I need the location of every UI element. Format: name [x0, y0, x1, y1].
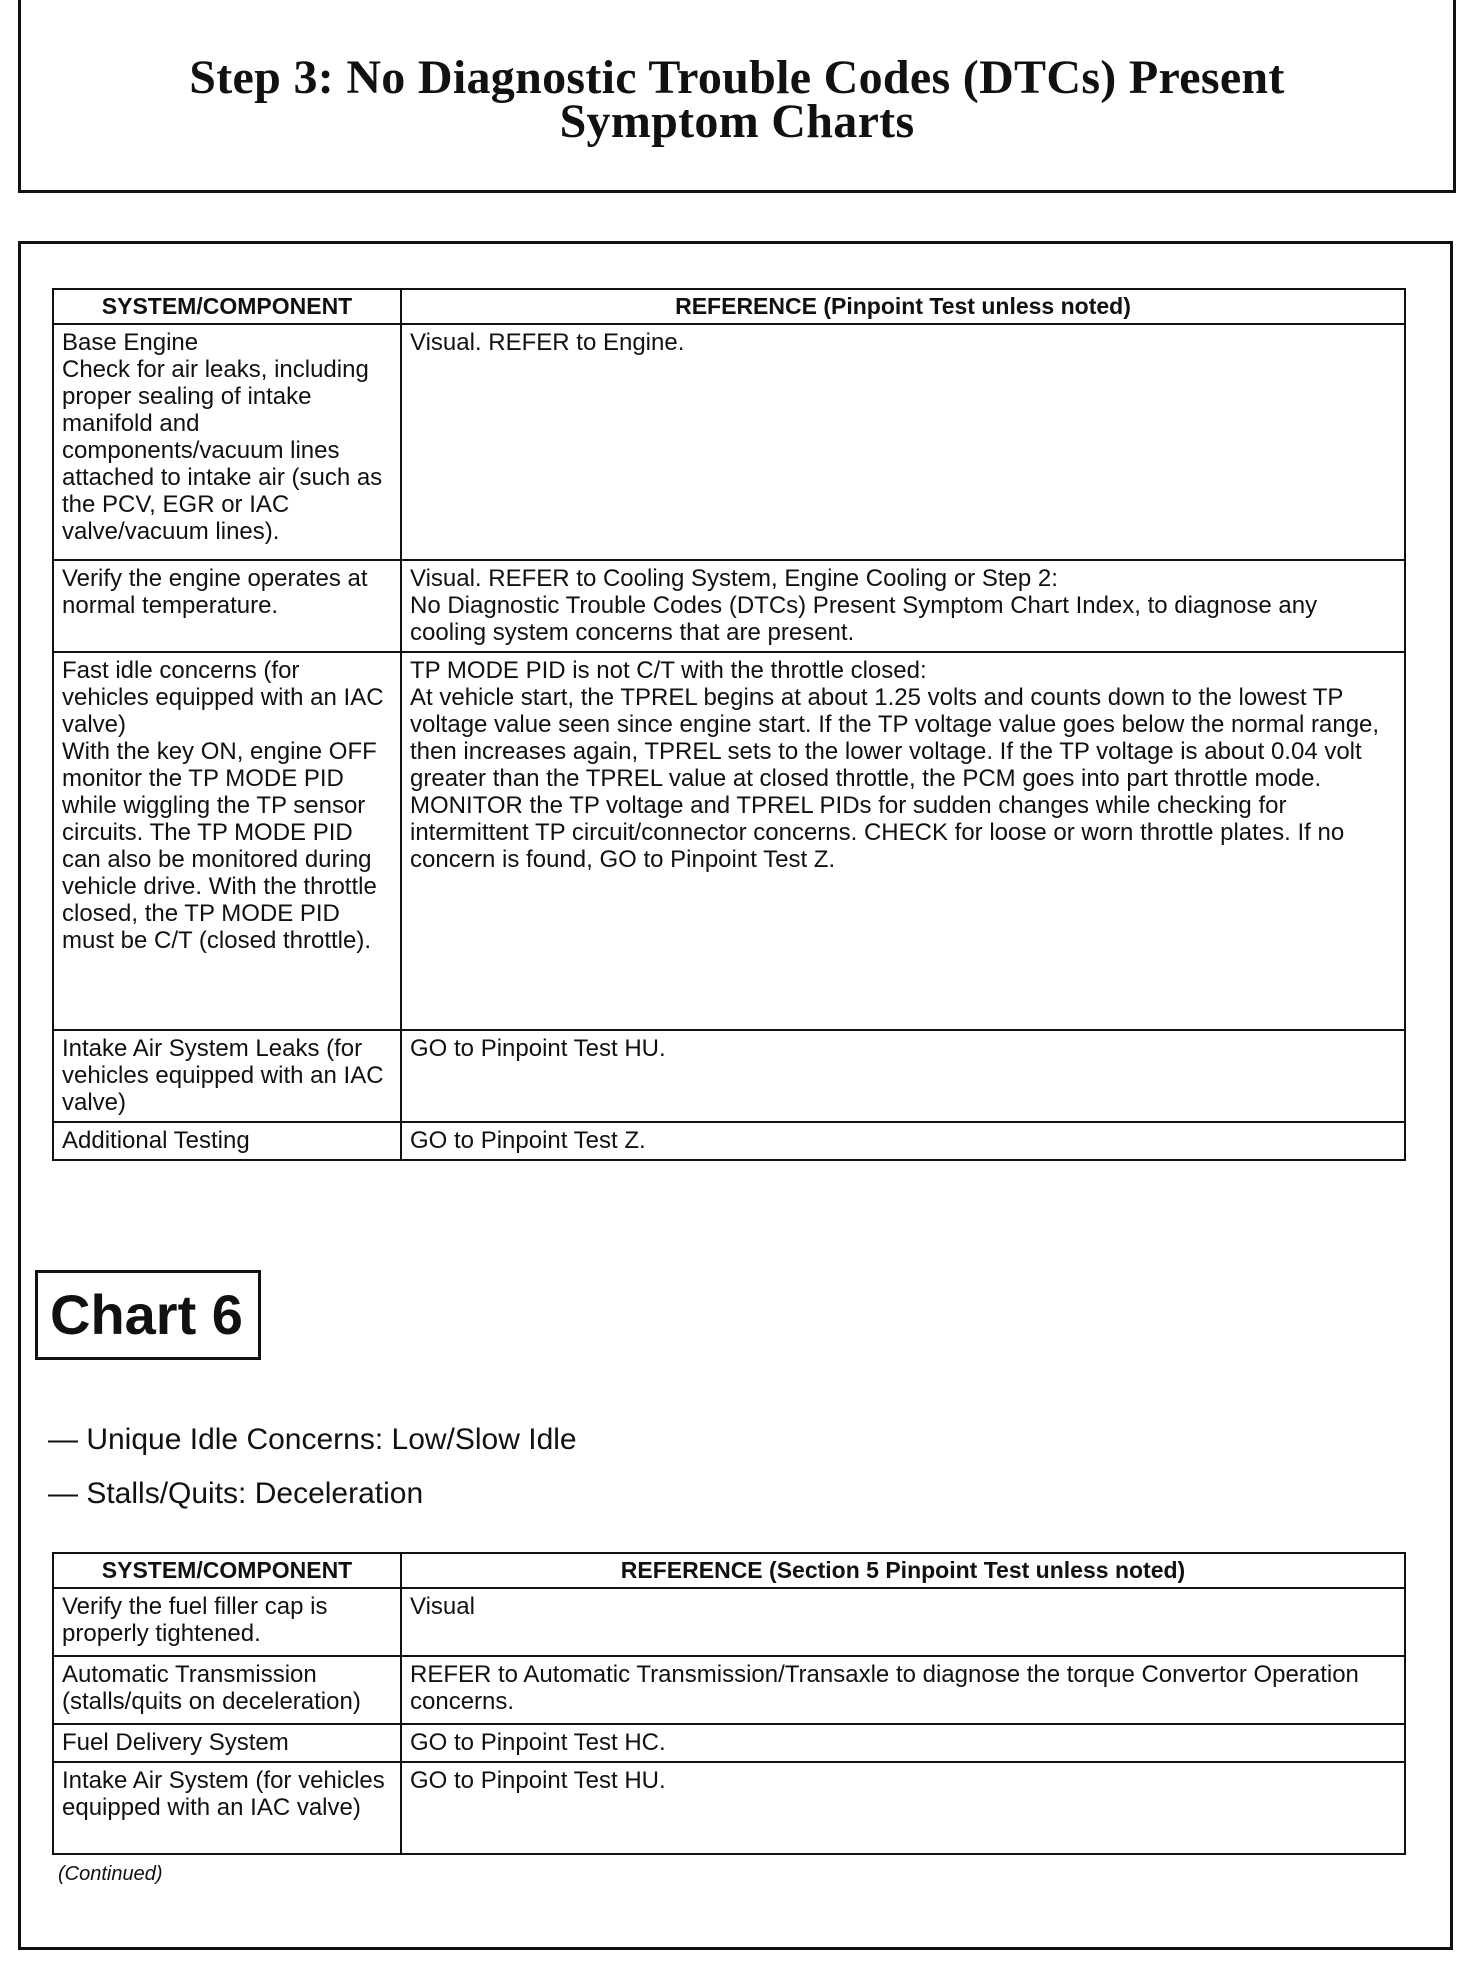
component-cell: Additional Testing	[53, 1122, 401, 1160]
reference-cell: GO to Pinpoint Test HC.	[401, 1724, 1405, 1762]
table-row	[53, 1762, 1405, 1854]
title-line-2: Symptom Charts	[559, 95, 915, 148]
table-row	[53, 652, 1405, 1030]
reference-cell: GO to Pinpoint Test Z.	[401, 1122, 1405, 1160]
bullet-item: — Stalls/Quits: Deceleration	[48, 1477, 424, 1510]
component-cell: Automatic Transmission (stalls/quits on deceleration)	[53, 1656, 401, 1724]
table-header-row	[53, 289, 1405, 324]
table-row	[53, 324, 1405, 560]
symptom-table-2	[52, 1552, 1406, 1855]
component-cell: Base Engine Check for air leaks, including proper sealing of intake manifold and components/vacuum lines attached to intake air (such as the PCV, EGR or IAC valve/vacuum lines).	[53, 324, 401, 560]
reference-cell: Visual	[401, 1588, 1405, 1656]
reference-cell: REFER to Automatic Transmission/Transaxle to diagnose the torque Convertor Operation concerns.	[401, 1656, 1405, 1724]
component-cell: Verify the engine operates at normal temperature.	[53, 560, 401, 652]
component-cell: Intake Air System (for vehicles equipped with an IAC valve)	[53, 1762, 401, 1854]
reference-cell: Visual. REFER to Engine.	[401, 324, 1405, 560]
component-cell: Intake Air System Leaks (for vehicles equipped with an IAC valve)	[53, 1030, 401, 1122]
bullet-item: — Unique Idle Concerns: Low/Slow Idle	[48, 1423, 577, 1456]
chart-label: Chart 6	[35, 1270, 261, 1360]
reference-cell: Visual. REFER to Cooling System, Engine Cooling or Step 2: No Diagnostic Trouble Codes (DTCs) Present Symptom Chart Index, to diagnose any cooling system concerns that are present.	[401, 560, 1405, 652]
symptom-table-1	[52, 288, 1406, 1161]
table-row	[53, 1030, 1405, 1122]
table-header-row	[53, 1553, 1405, 1588]
header-system-component: SYSTEM/COMPONENT	[53, 289, 401, 324]
component-cell: Fast idle concerns (for vehicles equipped with an IAC valve) With the key ON, engine OFF monitor the TP MODE PID while wiggling the TP sensor circuits. The TP MODE PID can also be monitored during vehicle drive. With the throttle closed, the TP MODE PID must be C/T (closed throttle).	[53, 652, 401, 1030]
header-reference: REFERENCE (Pinpoint Test unless noted)	[401, 289, 1405, 324]
component-cell: Fuel Delivery System	[53, 1724, 401, 1762]
reference-cell: GO to Pinpoint Test HU.	[401, 1030, 1405, 1122]
reference-cell: GO to Pinpoint Test HU.	[401, 1762, 1405, 1854]
title-box	[18, 0, 1456, 193]
table-row	[53, 1656, 1405, 1724]
header-system-component: SYSTEM/COMPONENT	[53, 1553, 401, 1588]
table-row	[53, 1122, 1405, 1160]
table-row	[53, 1588, 1405, 1656]
page-title	[21, 51, 1453, 148]
reference-cell: TP MODE PID is not C/T with the throttle closed: At vehicle start, the TPREL begins at about 1.25 volts and counts down to the lowest TP voltage value seen since engine start. If the TP voltage value goes below the normal range, then increases again, TPREL sets to the lower voltage. If the TP voltage is about 0.04 volt greater than the TPREL value at closed throttle, the PCM goes into part throttle mode. MONITOR the TP voltage and TPREL PIDs for sudden changes while checking for intermittent TP circuit/connector concerns. CHECK for loose or worn throttle plates. If no concern is found, GO to Pinpoint Test Z.	[401, 652, 1405, 1030]
header-reference: REFERENCE (Section 5 Pinpoint Test unless noted)	[401, 1553, 1405, 1588]
table-row	[53, 560, 1405, 652]
component-cell: Verify the fuel filler cap is properly tightened.	[53, 1588, 401, 1656]
continued-note: (Continued)	[58, 1863, 163, 1885]
title-line-1: Step 3: No Diagnostic Trouble Codes (DTCs) Present	[189, 51, 1285, 104]
table-row	[53, 1724, 1405, 1762]
